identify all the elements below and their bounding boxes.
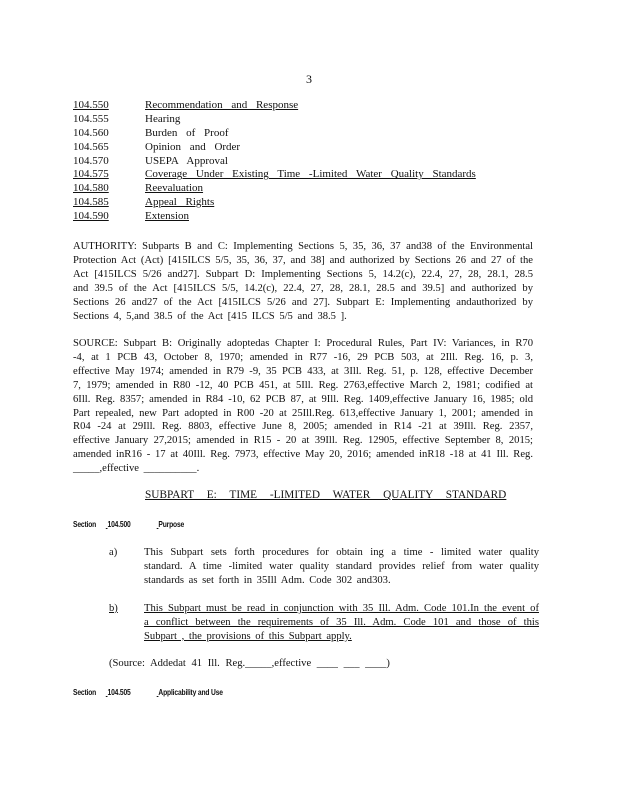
section-title: Applicability and Use [158, 688, 223, 697]
toc-row [73, 196, 553, 210]
authority-paragraph: AUTHORITY: Subparts B and C: Implementing Sections 5, 35, 36, 37 and38 of the Environmental Protection Act (Act) [415ILCS 5/5, 35, 36, 37, and 38] and authorized by Sections 26 and 27 of the Act [415ILCS 5/26 and27]. Subpart D: Implementing Sections 5, 14.2(c), 22.4, 27, 28, 28.1, 28.5 and 39.5 of the Act [415ILCS 5/5, 14.2(c), 22.4, 27, 28, 28.1, 28.5 and 39.5] and authorized by Sections 26 and27 of the Act [415ILCS 5/26 and 27]. Subpart E: Implementing andauthorized by Sections 4, 5,and 38.5 of the Act [415 ILCS 5/5 and 38.5 ]. [73, 241, 533, 322]
toc-section-number: 104.560 [73, 126, 109, 139]
toc-section-number: 104.590 [73, 210, 109, 223]
subsection-a [109, 546, 539, 588]
subsection-text: This Subpart sets forth procedures for obtain ing a time - limited water quality standard. A time -limited water quality standard provides relief from water quality standards as set forth in 35Ill Adm. Code 302 and303. [144, 547, 539, 586]
toc-section-title: Extension [145, 210, 189, 223]
toc-row [73, 127, 553, 141]
toc-section-number: 104.580 [73, 182, 109, 195]
toc-section-number: 104.550 [73, 99, 109, 111]
section-heading-104-505 [73, 688, 223, 697]
toc-section-number: 104.555 [73, 112, 109, 125]
toc-section-number: 104.565 [73, 140, 109, 153]
section-heading-104-500 [73, 520, 184, 529]
toc-section-number: 104.585 [73, 196, 109, 209]
section-label: Section [73, 688, 97, 697]
subsection-text: This Subpart must be read in conjunction with 35 Ill. Adm. Code 101.In the event of a conflict between the requirements of 35 Ill. Adm. Code 101 and those of this Subpart , the provisions of this Subpart apply. [144, 603, 539, 642]
subsection-marker: a) [109, 547, 118, 558]
toc-row [73, 113, 553, 127]
toc-row [73, 99, 553, 113]
toc-section-number: 104.575 [73, 168, 109, 181]
source-paragraph: SOURCE: Subpart B: Originally adoptedas Chapter I: Procedural Rules, Part IV: Variances, in R70 -4, at 1 PCB 43, October 8, 1970; amended in R77 -16, 29 PCB 503, at 2Ill. Reg. 16, p. 3, effective May 1974; amended in R79 -9, 35 PCB 433, at 3Ill. Reg. 51, p. 128, effective December 7, 1979; amended in R80 -12, 40 PCB 451, at 5Ill. Reg. 2763,effective March 2, 1981; codified at 6Ill. Reg. 8357; amended in R84 -10, 62 PCB 87, at 9Ill. Reg. 1409,effective January 16, 1985; old Part repealed, new Part adopted in R00 -20 at 25Ill.Reg. 613,effective January 1, 2001; amended in R04 -24 at 29Ill. Reg. 8803, effective June 8, 2005; amended in R14 -21 at 39Ill. Reg. 2357, effective January 27,2015; amended in R15 - 20 at 39Ill. Reg. 12905, effective September 8, 2015; amended inR16 - 17 at 40Ill. Reg. 7973, effective May 20, 2016; amended inR18 -18 at 41 Ill. Reg. _____,effective __________. [73, 338, 533, 475]
section-number: 104.505 [107, 688, 131, 697]
toc-row [73, 141, 553, 155]
toc-row [73, 155, 553, 169]
toc-row [73, 182, 553, 196]
toc-section-number: 104.570 [73, 154, 109, 167]
toc-row [73, 168, 553, 182]
toc-section-title: Recommendation and Response [145, 99, 299, 111]
table-of-contents [73, 99, 553, 224]
source-note: (Source: Addedat 41 Ill. Reg._____,effective ____ ___ ____) [109, 658, 390, 669]
section-label: Section [73, 520, 97, 529]
subpart-heading: SUBPART E: TIME -LIMITED WATER QUALITY STANDARD [145, 489, 507, 501]
section-title: Purpose [158, 520, 185, 529]
subsection-marker: b) [109, 603, 118, 614]
toc-row [73, 210, 553, 224]
page-number: 3 [306, 72, 312, 86]
section-number: 104.500 [107, 520, 131, 529]
toc-section-title: Hearing [145, 112, 181, 125]
toc-section-title: Burden of Proof [145, 126, 229, 139]
toc-section-title: Coverage Under Existing Time -Limited Water Quality Standards [145, 168, 476, 181]
toc-section-title: Reevaluation [145, 182, 204, 195]
toc-section-title: Appeal Rights [145, 196, 215, 209]
subsection-b [109, 602, 539, 644]
toc-section-title: USEPA Approval [145, 154, 228, 167]
toc-section-title: Opinion and Order [145, 140, 241, 153]
